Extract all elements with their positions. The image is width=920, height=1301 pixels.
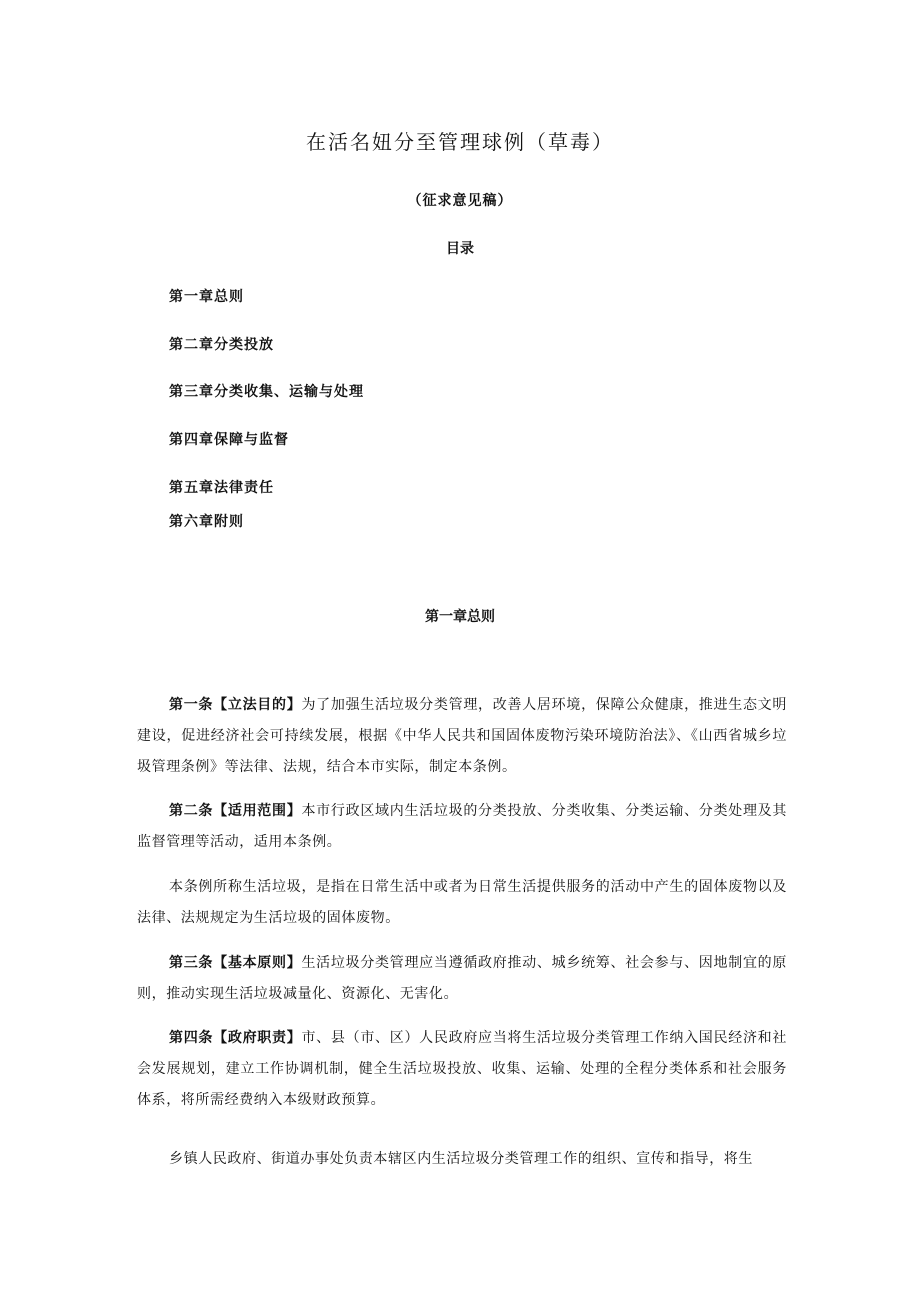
- document-title: 在活名妞分至管理球例（草毒）: [306, 130, 614, 154]
- article-paragraph: [137, 690, 787, 783]
- article-lead: 第一条【立法目的】: [169, 697, 302, 713]
- article-paragraph: [137, 1023, 787, 1116]
- article-text: 乡镇人民政府、街道办事处负责本辖区内生活垃圾分类管理工作的组织、宣传和指导，将生: [169, 1151, 753, 1167]
- article-paragraph: [137, 1144, 787, 1175]
- article-text: 为了加强生活垃圾分类管理，改善人居环境，保障公众健康，推进生态文明建设，促进经济社会可持续发展，根据《中华人民共和国固体废物污染环境防治法》、《山西省城乡垃圾管理条例》等法律、法规，结合本市实际，制定本条例。: [137, 697, 787, 775]
- toc-item-chapter-2: 第二章分类投放: [169, 337, 274, 353]
- article-paragraph: [137, 872, 787, 934]
- article-lead: 第三条【基本原则】: [169, 955, 302, 971]
- article-text: 生活垃圾分类管理应当遵循政府推动、城乡统筹、社会参与、因地制宜的原则，推动实现生活垃圾减量化、资源化、无害化。: [137, 955, 787, 1002]
- toc-heading: 目录: [446, 241, 474, 257]
- toc-item-chapter-4: 第四章保障与监督: [169, 432, 289, 448]
- article-text: 本条例所称生活垃圾，是指在日常生活中或者为日常生活提供服务的活动中产生的固体废物以及法律、法规规定为生活垃圾的固体废物。: [137, 879, 787, 926]
- article-text: 市、县（市、区）人民政府应当将生活垃圾分类管理工作纳入国民经济和社会发展规划，建立工作协调机制，健全生活垃圾投放、收集、运输、处理的全程分类体系和社会服务体系，将所需经费纳入本级财政预算。: [137, 1030, 787, 1108]
- toc-item-chapter-6: 第六章附则: [169, 514, 244, 530]
- article-text: 本市行政区域内生活垃圾的分类投放、分类收集、分类运输、分类处理及其监督管理等活动，适用本条例。: [137, 803, 787, 850]
- article-paragraph: [137, 796, 787, 858]
- toc-item-chapter-3: 第三章分类收集、运输与处理: [169, 384, 364, 400]
- article-lead: 第二条【适用范围】: [169, 803, 302, 819]
- chapter-heading: 第一章总则: [425, 609, 495, 625]
- article-paragraph: [137, 948, 787, 1010]
- toc-item-chapter-1: 第一章总则: [169, 289, 244, 305]
- toc-item-chapter-5: 第五章法律责任: [169, 480, 274, 496]
- article-lead: 第四条【政府职责】: [169, 1030, 302, 1046]
- document-subtitle: （征求意见稿）: [407, 193, 513, 209]
